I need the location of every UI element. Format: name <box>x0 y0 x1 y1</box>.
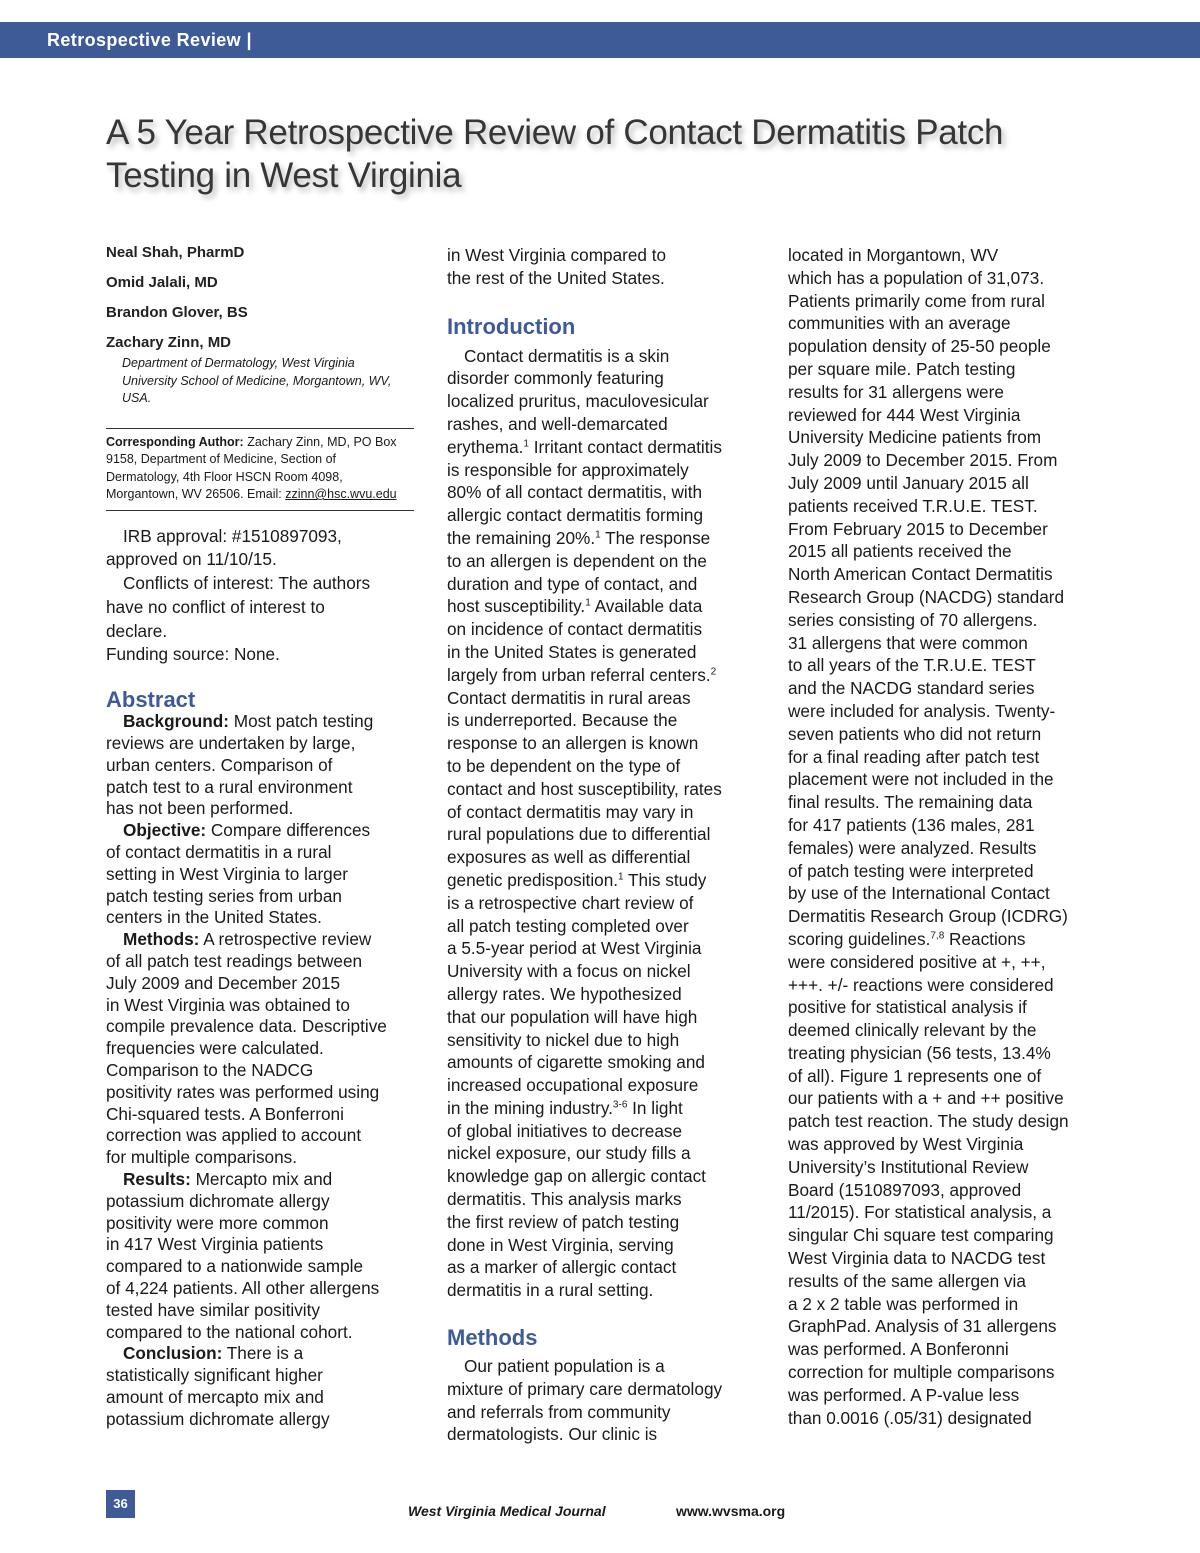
methods-heading: Methods <box>447 1325 538 1351</box>
methods-text: Reactions were considered positive at +, ++, +++. +/- reactions were considered positive for statistical analysis if deemed clinically relevant by the treating physician (56 tests, 13.4% of all). Figure 1 represents one of our patients with a + and ++ positive patch test reaction. The study design was approved by West Virginia University’s Institutional Review Board (1510897093, approved 11/2015). For statistical analysis, a singular Chi square test comparing West Virginia data to NACDG test results of the same allergen via a 2 x 2 table was performed in GraphPad. Analysis of 31 allergens was performed. A Bonferonni correction for multiple comparisons was performed. A P-value less than 0.0016 (.05/31) designated <box>788 928 1069 1428</box>
section-banner <box>0 22 1200 58</box>
citation: 1 <box>618 871 624 883</box>
intro-text: Available data on incidence of contact dermatitis in the United States is generated largely from urban referral centers. <box>447 596 711 685</box>
abstract-results <box>106 1169 414 1343</box>
intro-text: Irritant contact dermatitis is responsible for approximately 80% of all contact dermatitis, with allergic contact dermatitis forming the remaining 20%. <box>447 436 722 548</box>
abstract-objective <box>106 820 414 929</box>
corresponding-address: 9158, Department of Medicine, Section of Dermatology, 4th Floor HSCN Room 4098, Morgantown, WV 26506. Email: <box>106 452 343 501</box>
funding-source: Funding source: None. <box>106 644 280 665</box>
title-line-1: A 5 Year Retrospective Review of Contact Dermatitis Patch <box>106 113 1004 152</box>
methods-continuation <box>788 244 1094 1429</box>
website-link[interactable]: www.wvsma.org <box>676 1503 786 1519</box>
intro-text: Contact dermatitis in rural areas is underreported. Because the response to an allergen is known to be dependent on the type of contact and host susceptibility, rates of contact dermatitis may vary in rural populations due to differential exposures as well as differential genetic predisposition. <box>447 687 722 890</box>
intro-text: In light of global initiatives to decrease nickel exposure, our study fills a knowledge gap on allergic contact dermatitis. This analysis marks the first review of patch testing done in West Virginia, serving as a marker of allergic contact dermatitis in a rural setting. <box>447 1097 706 1301</box>
author-name: Zachary Zinn, MD <box>106 334 232 351</box>
methods-text: A retrospective review of all patch test readings between July 2009 and December 2015 in West Virginia was obtained to compile prevalence data. Descriptive frequencies were calculated. Comparison to the NADCG positivity rates was performed using Chi-squared tests. A Bonferroni correction was applied to account for multiple comparisons. <box>106 929 387 1168</box>
abstract-continuation: in West Virginia compared to the rest of the United States. <box>447 245 667 288</box>
corresponding-author-name: Zachary Zinn, MD, PO Box <box>243 434 397 449</box>
background-text: Most patch testing reviews are undertaken by large, urban centers. Comparison of patch test to a rural environment has not been performed. <box>106 711 374 819</box>
objective-label: Objective: <box>123 820 207 841</box>
disclosures <box>106 525 414 668</box>
column-3 <box>788 244 1094 1429</box>
background-label: Background: <box>123 711 229 732</box>
conflicts-of-interest: Conflicts of interest: The authors have no conflict of interest to declare. <box>106 573 371 641</box>
abstract-heading: Abstract <box>106 687 196 713</box>
citation: 7,8 <box>930 930 945 942</box>
page-number: 36 <box>106 1490 135 1518</box>
results-label: Results: <box>123 1169 191 1190</box>
conclusion-label: Conclusion: <box>123 1343 223 1364</box>
objective-text: Compare differences of contact dermatitis in a rural setting in West Virginia to larger patch testing series from urban centers in the United States. <box>106 820 371 928</box>
author-name: Neal Shah, PharmD <box>106 244 245 261</box>
methods-text: Our patient population is a mixture of primary care dermatology and referrals from community dermatologists. Our clinic is <box>447 1356 723 1445</box>
abstract-body <box>106 711 414 1430</box>
irb-approval: IRB approval: #1510897093, approved on 11/10/15. <box>106 525 342 570</box>
corresponding-author-text <box>106 434 414 504</box>
abstract-methods <box>106 929 414 1169</box>
article-title <box>106 111 1106 197</box>
column-1 <box>106 244 414 1431</box>
abstract-conclusion <box>106 1343 414 1430</box>
citation: 1 <box>523 438 529 450</box>
introduction-text <box>447 345 747 1302</box>
section-label: Retrospective Review | <box>47 30 252 50</box>
journal-name: West Virginia Medical Journal <box>408 1503 606 1519</box>
abstract-background <box>106 711 414 820</box>
corresponding-author-box <box>106 428 414 511</box>
citation: 1 <box>585 597 591 609</box>
conclusion-text: There is a statistically significant higher amount of mercapto mix and potassium dichromate allergy <box>106 1343 330 1429</box>
citation: 2 <box>710 666 717 678</box>
introduction-heading: Introduction <box>447 313 576 339</box>
title-line-2: Testing in West Virginia <box>106 156 462 195</box>
methods-label: Methods: <box>123 929 200 950</box>
affiliation: Department of Dermatology, West Virginia University School of Medicine, Morgantown, WV, USA. <box>122 356 392 405</box>
email-link[interactable]: zzinn@hsc.wvu.edu <box>285 487 397 501</box>
author-name: Brandon Glover, BS <box>106 304 248 321</box>
intro-text: This study is a retrospective chart review of all patch testing completed over a 5.5-year period at West Virginia University with a focus on nickel allergy rates. We hypothesized that our population will have high sensitivity to nickel due to high amounts of cigarette smoking and increased occupational exposure in the mining industry. <box>447 869 707 1118</box>
citation: 1 <box>595 529 601 541</box>
citation: 3-6 <box>612 1099 628 1111</box>
methods-text: located in Morgantown, WV which has a population of 31,073. Patients primarily come from rural communities with an average population density of 25-50 people per square mile. Patch testing results for 31 allergens were reviewed for 444 West Virginia University Medicine patients from July 2009 to December 2015. From July 2009 until January 2015 all patients received T.R.U.E. TEST. From February 2015 to December 2015 all patients received the North American Contact Dermatitis Research Group (NACDG) standard series consisting of 70 allergens. 31 allergens that were common to all years of the T.R.U.E. TEST and the NACDG standard series were included for analysis. Twenty- seven patients who did not return for a final reading after patch test placement were not included in the final results. The remaining data for 417 patients (136 males, 281 females) were analyzed. Results of patch testing were interpreted by use of the International Contact Dermatitis Research Group (ICDRG) scoring guidelines. <box>788 245 1068 949</box>
intro-text: The response to an allergen is dependent on the duration and type of contact, and host susceptibility. <box>447 527 711 617</box>
author-name: Omid Jalali, MD <box>106 274 218 291</box>
intro-text: Contact dermatitis is a skin disorder commonly featuring localized pruritus, maculovesicular rashes, and well-demarcated erythema. <box>447 345 709 457</box>
column-2 <box>447 244 747 1446</box>
results-text: Mercapto mix and potassium dichromate allergy positivity were more common in 417 West Virginia patients compared to a nationwide sample of 4,224 patients. All other allergens tested have similar positivity compared to the national cohort. <box>106 1169 380 1342</box>
corresponding-author-label: Corresponding Author: <box>106 434 244 449</box>
